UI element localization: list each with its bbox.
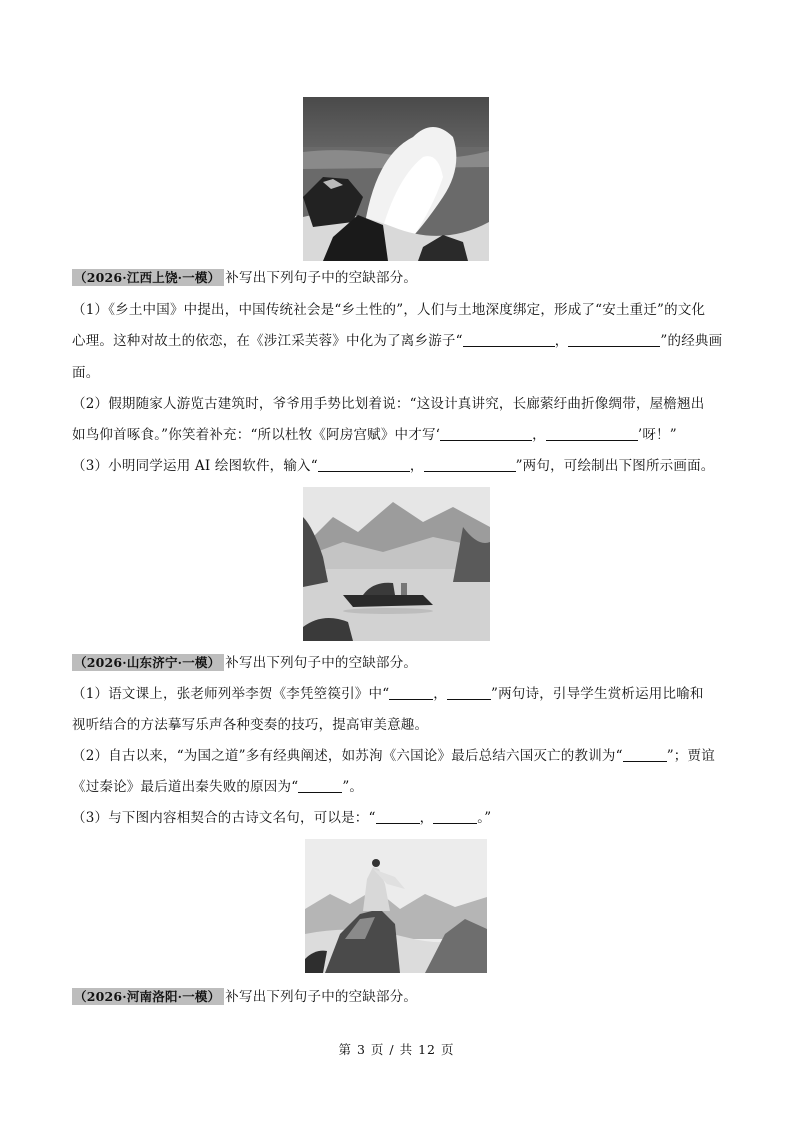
- question-text: （1）语文课上，张老师列举李贺《李凭箜篌引》中“ ， ”两句诗，引导学生赏析运用比喻和: [72, 686, 704, 702]
- answer-blank[interactable]: [546, 426, 638, 441]
- answer-blank[interactable]: [463, 332, 555, 347]
- question-text: 面。: [72, 365, 100, 381]
- source-tag: （2026·江西上饶·一模）: [72, 269, 224, 286]
- answer-blank[interactable]: [568, 332, 660, 347]
- answer-blank[interactable]: [389, 685, 433, 700]
- question-heading: [72, 653, 732, 673]
- answer-blank[interactable]: [623, 747, 667, 762]
- answer-blank[interactable]: [318, 457, 410, 472]
- question-text: 心理。这种对故土的依恋，在《涉江采芙蓉》中化为了离乡游子“ ， ”的经典画: [72, 333, 723, 349]
- mountain-peak-image: [305, 839, 487, 973]
- question-text: 视听结合的方法摹写乐声各种变奏的技巧，提高审美意趣。: [72, 717, 429, 733]
- instruction-text: 补写出下列句子中的空缺部分。: [225, 655, 418, 671]
- question-text: （2）假期随家人游览古建筑时，爷爷用手势比划着说：“这设计真讲究，长廊萦纡曲折像绸带，屋檐翘出: [72, 396, 705, 412]
- question-text: （3）与下图内容相契合的古诗文名句，可以是：“ ， 。”: [72, 810, 492, 826]
- question-heading: [72, 268, 732, 288]
- page-number: 第 3 页 / 共 12 页: [338, 1042, 455, 1057]
- question-text: 如鸟仰首啄食。”你笑着补充：“所以杜牧《阿房宫赋》中才写‘ ， ’呀！”: [72, 427, 677, 443]
- source-tag: （2026·河南洛阳·一模）: [72, 988, 224, 1005]
- question-text: （3）小明同学运用 AI 绘图软件，输入“ ， ”两句，可绘制出下图所示画面。: [72, 458, 715, 474]
- answer-blank[interactable]: [440, 426, 532, 441]
- question-text: 《过秦论》最后道出秦失败的原因为“ ”。: [72, 779, 364, 795]
- instruction-text: 补写出下列句子中的空缺部分。: [225, 270, 418, 286]
- answer-blank[interactable]: [424, 457, 516, 472]
- question-heading: [72, 987, 732, 1007]
- answer-blank[interactable]: [298, 778, 342, 793]
- question-text: （2）自古以来，“为国之道”多有经典阐述，如苏洵《六国论》最后总结六国灭亡的教训为“ ”；贾谊: [72, 748, 715, 764]
- answer-blank[interactable]: [376, 809, 420, 824]
- source-tag: （2026·山东济宁·一模）: [72, 654, 224, 671]
- question-text: （1）《乡土中国》中提出，中国传统社会是“乡土性的”，人们与土地深度绑定，形成了“安土重迁”的文化: [72, 302, 706, 318]
- boat-lake-image: [303, 487, 490, 641]
- answer-blank[interactable]: [447, 685, 491, 700]
- waves-image: [303, 97, 489, 261]
- answer-blank[interactable]: [433, 809, 477, 824]
- instruction-text: 补写出下列句子中的空缺部分。: [225, 989, 418, 1005]
